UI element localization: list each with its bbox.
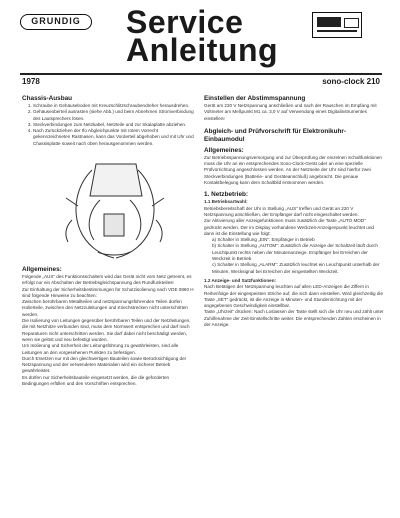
tuning-para: Gerät am 220 V Netzspannung anschließen und nach der Rauschen im Empfang mit Voltmeter am Meßpunkt M1 ca. 3,0 V auf Verwendung eines Digitalinstrumentes einstellen! — [204, 103, 377, 121]
disassembly-illustration — [58, 156, 170, 266]
chassis-heading: Chassis-Ausbau — [22, 95, 73, 102]
display-subheading: 1.2 Anzeige- und Satzfunktionen: — [204, 277, 277, 283]
tuning-heading: Einstellen der Abstimmspannung — [204, 95, 306, 102]
list-item: 4. Nach Zurückziehen der Ifo Abgleichpunkte mit rotem Vorrecht gekennzeichneten Rastnasen, kann das Vorderteil abgehoben und mit Uhr und Chassisplatte soweit nach oben herausgenommen werden. — [33, 128, 196, 147]
left-column — [22, 95, 196, 147]
display-para-1: Nach Betätigen der Netzspannung leuchten auf allen LED-Anzeigen die Ziffern in Reihenfolge der eingespeisten Striche auf, die sich dann einstellen. Wird gleichzeitig die Taste „SET“ gedrückt, ist die Anzeige in Minuten- und Stundenrichtung mit der angegebenen Geschwindigkeit einstellbar. — [204, 284, 384, 309]
right-column — [204, 95, 384, 328]
doc-title-line2: Anleitung — [126, 32, 279, 68]
list-item: 1. Schraube in Gehäuseboden mit Kreuzschlitzschraubendreher herausdrehen. — [33, 103, 196, 109]
general-para-4: Die Isolierung von Leitungen gegenüber berührbaren Teilen und der Netzleitungen, die mit Netzhitze verbunden sind, muss dem Normwert entsprechen und darf nach Reparaturen nicht unterschritten werden. Sie darf dabei nicht beschädigt werden, wenn sie gelöst und neu befestigt wurden. — [22, 318, 191, 342]
model-name: sono-clock 210 — [322, 77, 380, 86]
device-thumbnail-icon — [312, 12, 362, 38]
list-item: 2. Gehäuseoberteil ausrasten (siehe Abb.) und beim Abnehmen Stromverbindung des Lautsprechers lösen. — [33, 109, 196, 122]
general-para-6: Durch Ersetzen nur mit den gleichwertigen Bauteilen sowie Berücksichtigung der Netzspannung und der verwendeten Materialien wird ein sicherer Betrieb gewährleistet. — [22, 355, 187, 374]
doc-year: 1978 — [22, 77, 40, 86]
general-heading-right: Allgemeines: — [204, 146, 244, 154]
list-item: a) Schalter in Stellung „EIN“: Empfänger in Betrieb — [212, 237, 315, 243]
general-para-1: Folgende „AUS“ des Funktionsschalters wird das Gerät nicht vom Netz getrennt, es erfolgt nur ein Abschalten der Betriebsgleichspannung des Rundfunkteiles! — [22, 274, 192, 286]
general-para-5: Um Isolierung und Sicherheit der Leitungsführung zu gewährleisten, sind alle Leitungen an den vorgesehenen Punkten zu befestigen. — [22, 343, 179, 355]
doc-title-line1: Service — [126, 4, 244, 40]
mode-para-1: Betriebsbereitschaft der Uhr in Stellung „AUS“ treffen und Gerät an 220 V Netzspannung anschließen, der Empfänger darf nicht eingeschaltet werden. — [204, 205, 359, 217]
list-item: b) Schalter in Stellung „AUTOM“: Zusätzlich die Anzeige der Schaltzeit läuft durch Leuchtpunkt rechts neben der Minutenanzeige. Empfänger bei Erreichen der Weckzeit in Betrieb. — [212, 243, 378, 262]
general-para-7: Es dürfen nur Sicherheitsbauteile eingesetzt werden, die die geforderten Bedingungen erfüllen und den Vorschriften entsprechen. — [22, 374, 170, 387]
display-para-2: Taste „Uhrzeit“ drücken: Nach Loslassen der Taste stellt sich die Uhr neu und zählt unter Zuhilfenahme der Zeit-Einstellschritte weiter. Die entsprechenden Zahlen erscheinen in der Anzeige. — [204, 309, 384, 328]
general-para-right: Zur Betriebsspannungsversorgung und zur Überprüfung der einzelnen Schaltfunktionen muss die Uhr an ein entsprechendes Sono-Clock-Gerät oder an eine spezielle Prüfvorrichtung angeschlossen werden. An der Netzseite der Uhr sind hierfür zwei Steckverbindungen (Batterie- und Geräteanschluß) angebracht. Die genaue Kontaktbelegung kann dem Schaltbild entnommen werden. — [204, 154, 382, 186]
list-item: c) Schalter in Stellung „ALARM“: Zusätzlich leuchtet ein Leuchtpunkt unterhalb der Minuten, Wecksignal bei Erreichen der eingestellten Weckzeit. — [212, 262, 380, 274]
clock-module-heading: Abgleich- und Prüfvorschrift für Elektronikuhr-Einbaumodul — [204, 127, 347, 143]
chassis-steps — [22, 103, 196, 147]
mode-para-2: Zur Aktivierung aller Anzeigefunktionen muss zusätzlich die Taste „AUTO MOD“ gedrückt werden. Der im Display vorhandene Weckzeit-Anzeigenpunkt leuchtet und dann ist die Einstellung wie folgt: — [204, 218, 374, 236]
general-section — [22, 266, 196, 387]
general-heading: Allgemeines: — [22, 266, 62, 273]
header-rule — [20, 73, 382, 75]
mains-heading: 1. Netzbetrieb: — [204, 191, 249, 199]
mode-subheading: 1.1 Betriebsartwahl: — [204, 199, 248, 205]
general-para-2: Zur Einhaltung der Sicherheitsbestimmungen für Schutzisolierung nach VDE 0860 H sind folgende Hinweise zu beachten: — [22, 286, 194, 298]
brand-logo: GRUNDIG — [20, 14, 92, 30]
list-item: 3. Steckverbindungen zum Netzkabel, Netzteile und zur Skalaplatte abziehen. — [33, 122, 196, 128]
general-para-3: Zwischen berührbaren Metallteilen und netzspannungsführenden Teilen dürfen Isolierteile, zwischen den Netzzuleitungen und Kriechstrecken nicht unterschritten werden. — [22, 299, 188, 317]
